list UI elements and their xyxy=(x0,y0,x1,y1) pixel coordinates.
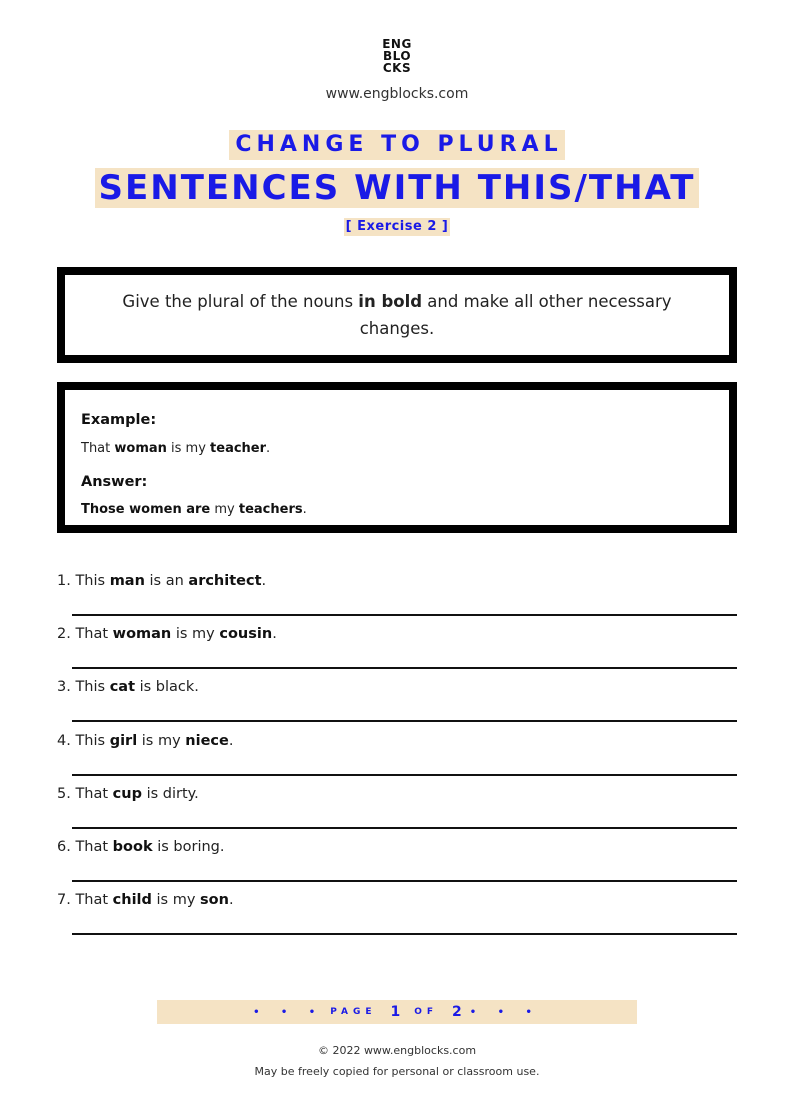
answer-line[interactable] xyxy=(72,614,737,616)
bold-noun: architect xyxy=(188,573,262,589)
question-text: is an xyxy=(144,573,189,589)
instruction-text xyxy=(102,288,692,342)
logo-line-3: CKS xyxy=(382,61,412,75)
question-text: . xyxy=(261,573,267,589)
answer-sentence xyxy=(81,502,307,517)
page-indicator xyxy=(157,1000,637,1024)
bold-noun: son xyxy=(200,892,229,909)
question-item xyxy=(57,679,199,695)
text-part: is my xyxy=(166,441,211,456)
bold-noun: cousin xyxy=(219,626,273,643)
question-text: is my xyxy=(137,732,186,749)
bold-noun: man xyxy=(109,573,145,589)
text-part: . xyxy=(266,441,271,456)
worksheet-title: SENTENCES WITH THIS/THAT xyxy=(95,168,700,208)
question-item xyxy=(57,786,199,802)
current-page: 1 xyxy=(390,1004,401,1020)
bold-part: woman xyxy=(114,441,167,456)
answer-line[interactable] xyxy=(72,720,737,722)
answer-label: Answer: xyxy=(81,474,148,490)
page-label: PAGE xyxy=(330,1007,377,1017)
answer-line[interactable] xyxy=(72,774,737,776)
bold-part: teacher xyxy=(210,441,267,456)
question-text: . xyxy=(228,732,234,749)
engblocks-logo xyxy=(0,38,794,74)
bold-noun: child xyxy=(112,892,152,909)
question-item xyxy=(57,892,234,908)
question-text: 5. That xyxy=(57,785,113,802)
question-text: 7. That xyxy=(57,892,113,909)
question-text: 6. That xyxy=(57,839,113,855)
question-text: 3. This xyxy=(57,679,110,696)
answer-line[interactable] xyxy=(72,880,737,882)
decorative-dots: • • • xyxy=(469,1006,541,1018)
instruction-part: Give the plural of the nouns xyxy=(122,292,359,311)
total-pages: 2 xyxy=(452,1004,462,1020)
question-text: is black. xyxy=(135,679,199,696)
question-text: . xyxy=(272,626,277,643)
question-item xyxy=(57,573,266,589)
question-item xyxy=(57,839,225,855)
license-text: May be freely copied for personal or classroom use. xyxy=(254,1065,540,1078)
question-text: 4. This xyxy=(57,732,110,749)
bold-part: Those women are xyxy=(81,502,211,517)
text-part: . xyxy=(302,502,307,517)
bold-part: teachers xyxy=(238,502,303,517)
decorative-dots: • • • xyxy=(253,1006,325,1018)
answer-line[interactable] xyxy=(72,933,737,935)
text-part: my xyxy=(210,502,239,517)
bold-noun: book xyxy=(112,839,153,855)
answer-line[interactable] xyxy=(72,827,737,829)
bold-noun: woman xyxy=(112,626,172,643)
copyright-text: © 2022 www.engblocks.com xyxy=(317,1044,477,1057)
site-url[interactable]: www.engblocks.com xyxy=(325,86,469,102)
bold-noun: cat xyxy=(109,679,135,696)
bold-noun: cup xyxy=(112,785,142,802)
example-box xyxy=(57,382,737,533)
question-text: 1. This xyxy=(57,573,110,589)
logo-line-1: ENG xyxy=(382,37,412,51)
logo-line-2: BLO xyxy=(382,49,412,63)
instruction-bold: in bold xyxy=(358,292,423,311)
question-text: is boring. xyxy=(152,839,225,855)
question-text: . xyxy=(228,892,234,909)
question-text: 2. That xyxy=(57,626,113,643)
text-part: That xyxy=(81,441,115,456)
of-label: OF xyxy=(414,1007,439,1017)
example-label: Example: xyxy=(81,412,157,428)
answer-line[interactable] xyxy=(72,667,737,669)
question-text: is my xyxy=(171,626,220,643)
instruction-part: and make all other necessary changes. xyxy=(359,292,672,338)
instruction-box xyxy=(57,267,737,363)
question-text: is dirty. xyxy=(141,785,199,802)
worksheet-subtitle: CHANGE TO PLURAL xyxy=(229,130,564,160)
question-text: is my xyxy=(151,892,201,909)
example-sentence xyxy=(81,441,270,456)
exercise-number: [ Exercise 2 ] xyxy=(345,219,449,234)
bold-noun: girl xyxy=(109,732,138,749)
bold-noun: niece xyxy=(185,732,229,749)
question-item xyxy=(57,626,277,642)
question-item xyxy=(57,733,233,749)
